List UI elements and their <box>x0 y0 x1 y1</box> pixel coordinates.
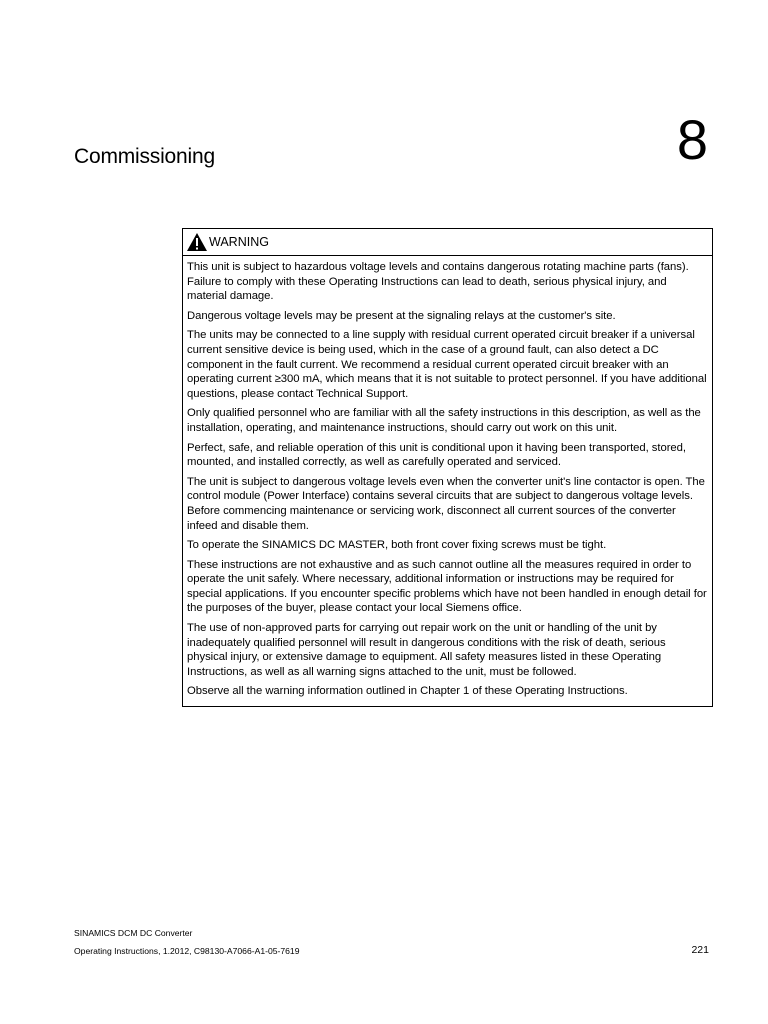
warning-header <box>183 229 712 256</box>
footer-document-info: Operating Instructions, 1.2012, C98130-A7066-A1-05-7619 <box>74 946 300 956</box>
page-number: 221 <box>691 944 709 956</box>
warning-body <box>183 256 712 706</box>
warning-paragraph: To operate the SINAMICS DC MASTER, both front cover fixing screws must be tight. <box>187 539 607 552</box>
warning-paragraph: The unit is subject to dangerous voltage levels even when the converter unit's line contactor is open. The control module (Power Interface) contains several circuits that are subject to dangerous voltage levels. Before commencing maintenance or servicing work, disconnect all current sources of the converter infeed and disable them. <box>187 475 705 532</box>
warning-paragraph: Only qualified personnel who are familiar with all the safety instructions in this description, as well as the installation, operating, and maintenance instructions, should carry out work on this unit. <box>187 407 701 434</box>
warning-box <box>182 228 713 707</box>
warning-paragraph: The use of non-approved parts for carrying out repair work on the unit or handling of the unit by inadequately qualified personnel will result in dangerous conditions with the risk of death, serious physical injury, or extensive damage to equipment. All safety measures listed in these Operating Instructions, as well as all warning signs attached to the unit, must be followed. <box>187 622 666 678</box>
warning-paragraph: This unit is subject to hazardous voltage levels and contains dangerous rotating machine parts (fans). Failure to comply with these Operating Instructions can lead to death, serious physical injury, and material damage. <box>187 261 689 303</box>
warning-label: WARNING <box>209 235 269 249</box>
footer-product-name: SINAMICS DCM DC Converter <box>74 928 193 938</box>
warning-triangle-icon <box>186 232 209 252</box>
chapter-number: 8 <box>676 108 708 171</box>
warning-paragraph: The units may be connected to a line supply with residual current operated circuit breaker if a universal current sensitive device is being used, which in the case of a ground fault, can also detect a DC component in the fault current. We recommend a residual current operated circuit breaker with an operating current ≥300 mA, which means that it is not suitable to protect personnel. If you have additional questions, please contact Technical Support. <box>187 329 707 400</box>
warning-paragraph: These instructions are not exhaustive and as such cannot outline all the measures required in order to operate the unit safely. Where necessary, additional information or instructions may be required for special applications. If you encounter specific problems which have not been handled in enough detail for the purposes of the buyer, please contact your local Siemens office. <box>187 558 707 615</box>
warning-paragraph: Dangerous voltage levels may be present at the signaling relays at the customer's site. <box>187 309 616 322</box>
warning-paragraph: Observe all the warning information outlined in Chapter 1 of these Operating Instructions. <box>187 685 628 698</box>
warning-paragraph: Perfect, safe, and reliable operation of this unit is conditional upon it having been transported, stored, mounted, and installed correctly, as well as carefully operated and serviced. <box>187 441 686 469</box>
chapter-title: Commissioning <box>74 145 215 168</box>
